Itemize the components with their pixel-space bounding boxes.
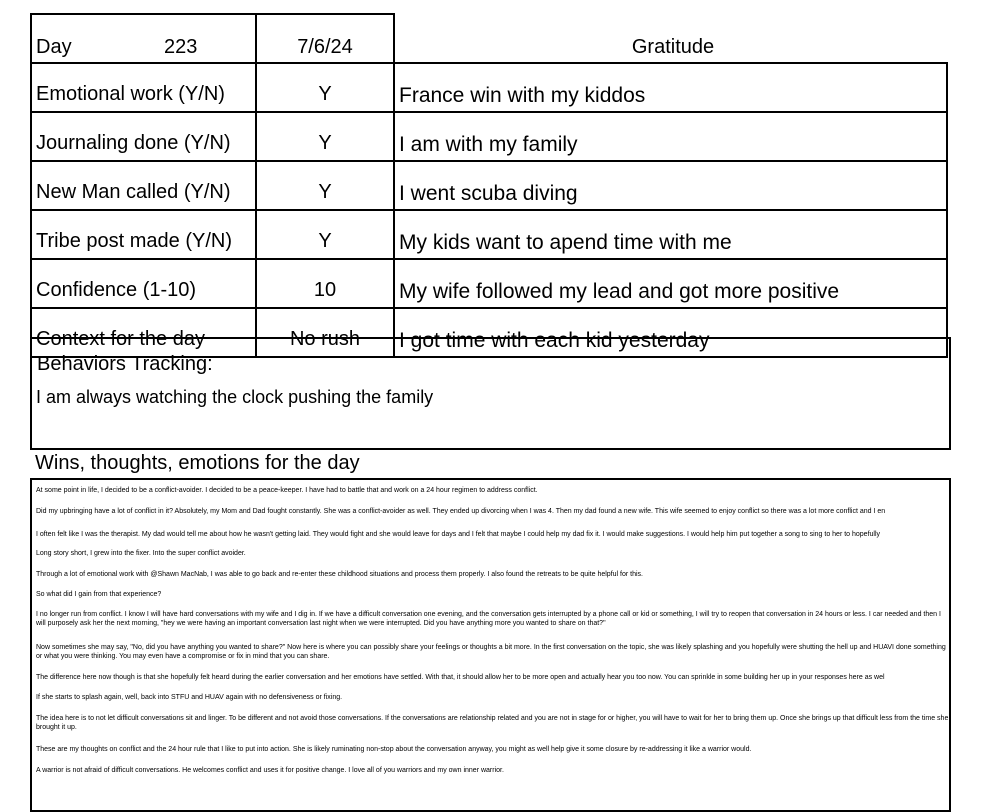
- wins-notes-box: [30, 478, 951, 812]
- date-cell: 7/6/24: [256, 14, 394, 63]
- gratitude-item: France win with my kiddos: [394, 63, 947, 112]
- tracking-row-confidence: [31, 259, 947, 308]
- row-label: New Man called (Y/N): [31, 161, 256, 210]
- wins-paragraph: Long story short, I grew into the fixer. Into the super conflict avoider.: [36, 550, 246, 557]
- behaviors-tracking-box: [30, 337, 951, 450]
- daily-tracking-table: [30, 13, 948, 358]
- row-label: Confidence (1-10): [31, 259, 256, 308]
- wins-paragraph: If she starts to splash again, well, back into STFU and HUAV again with no defensiveness or fixing.: [36, 694, 343, 701]
- gratitude-item: I got time with each kid yesterday: [394, 308, 947, 357]
- wins-paragraph: I often felt like I was the therapist. My dad would tell me about how he wasn't getting laid. They would fight and she would leave for days and I felt that maybe I could help my dad fix it. I would make suggestions. I would help him put together a song to sing to her to hopefully: [36, 531, 881, 538]
- row-label: Emotional work (Y/N): [31, 63, 256, 112]
- tracking-row-new-man-called: [31, 161, 947, 210]
- tracking-row-emotional-work: [31, 63, 947, 112]
- behaviors-text: I am always watching the clock pushing the family: [36, 387, 434, 407]
- row-label: Tribe post made (Y/N): [31, 210, 256, 259]
- gratitude-item: I went scuba diving: [394, 161, 947, 210]
- behaviors-title: Behaviors Tracking:: [37, 353, 213, 375]
- wins-paragraph: A warrior is not afraid of difficult conversations. He welcomes conflict and uses it for positive change. I love all of you warriors and my own inner warrior.: [36, 767, 504, 774]
- gratitude-header: Gratitude: [394, 14, 947, 63]
- gratitude-item: My kids want to apend time with me: [394, 210, 947, 259]
- wins-paragraph: Through a lot of emotional work with @Shawn MacNab, I was able to go back and re-enter these childhood situations and process them properly. I also found the retreats to be quite helpful for this.: [36, 571, 643, 578]
- wins-title: Wins, thoughts, emotions for the day: [35, 452, 360, 474]
- row-value: 10: [256, 259, 394, 308]
- wins-paragraph: At some point in life, I decided to be a conflict-avoider. I decided to be a peace-keeper. I have had to battle that and work on a 24 hour regimen to address conflict.: [36, 487, 538, 494]
- day-cell: [31, 14, 256, 63]
- wins-paragraph: The difference here now though is that she hopefully felt heard during the earlier conversation and her emotions have settled. With that, it should allow her to be more open and actually hear you too now. You can sprinkle in some building her up in your responses here as wel: [36, 674, 885, 681]
- header-row: [31, 14, 947, 63]
- row-label: Journaling done (Y/N): [31, 112, 256, 161]
- row-value: Y: [256, 112, 394, 161]
- day-label: Day: [36, 36, 72, 58]
- day-number: 223: [164, 36, 198, 58]
- row-value: Y: [256, 63, 394, 112]
- wins-paragraph: Now sometimes she may say, "No, did you have anything you wanted to share?" Now here is where you can possibly share your feelings or thoughts a bit more. In the first conversation on the topic, she was likely splashing and you hopefully were shutting the hell up and HUAVI done something or what you were thinking. You may even have a compromise or fix in mind that you can share.: [36, 644, 946, 660]
- wins-paragraph: I no longer run from conflict. I know I will have hard conversations with my wife and I dig in. If we have a difficult conversation one evening, and the conversation gets interrupted by a phone call or kid or something, I will try to reopen that conversation in 24 hours or less. I car needed and then I will purposely ask her the next morning, "hey we were having an important conversation last night when we were interrupted. Did you have anything more you wanted to share on that?": [36, 611, 941, 627]
- tracking-row-journaling: [31, 112, 947, 161]
- row-value: No rush: [256, 308, 394, 357]
- row-label: Context for the day: [31, 308, 256, 357]
- wins-paragraph: So what did I gain from that experience?: [36, 591, 162, 598]
- wins-paragraph: Did my upbringing have a lot of conflict in it? Absolutely, my Mom and Dad fought constantly. She was a conflict-avoider as well. They ended up divorcing when I was 4. Then my dad found a new wife. This wife seemed to enjoy conflict so there was a lot more conflict and I en: [36, 508, 886, 515]
- wins-paragraph: These are my thoughts on conflict and the 24 hour rule that I like to put into action. She is likely ruminating non-stop about the conversation anyway, you might as well help give it some closure by re-addressing it like a warrior would.: [36, 746, 752, 753]
- tracking-row-tribe-post: [31, 210, 947, 259]
- row-value: Y: [256, 161, 394, 210]
- wins-paragraph: The idea here is to not let difficult conversations sit and linger. To be different and not avoid those conversations. If the conversations are relationship related and you are not in stage for or higher, you will have to wait for her to bring them up. Once she brings up that difficult less from the time she brought it up.: [36, 715, 949, 731]
- row-value: Y: [256, 210, 394, 259]
- gratitude-item: My wife followed my lead and got more positive: [394, 259, 947, 308]
- gratitude-item: I am with my family: [394, 112, 947, 161]
